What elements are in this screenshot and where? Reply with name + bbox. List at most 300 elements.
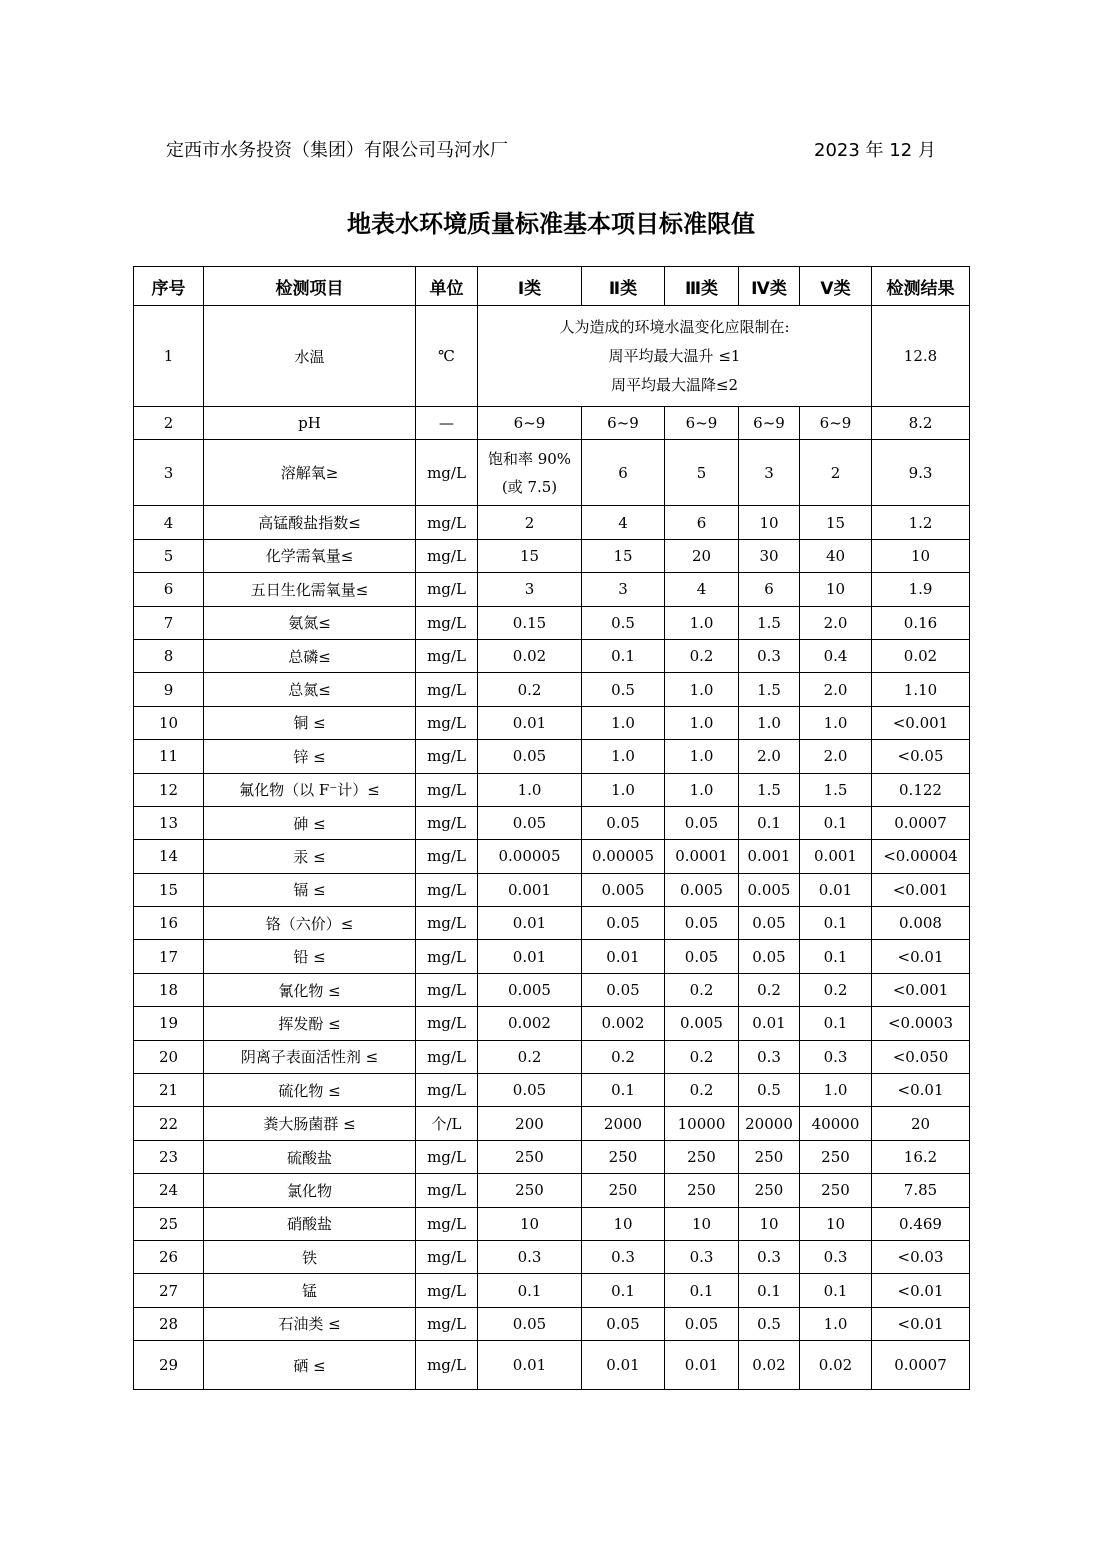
cell-class-5: 1.5 bbox=[800, 773, 872, 806]
cell-class-4: 0.01 bbox=[739, 1007, 800, 1040]
cell-result: <0.01 bbox=[872, 940, 970, 973]
col-header-class-3: Ⅲ类 bbox=[665, 267, 739, 306]
cell-unit: mg/L bbox=[416, 706, 478, 739]
table-row bbox=[134, 1274, 970, 1307]
cell-no: 9 bbox=[134, 673, 204, 706]
cell-class-2: 0.05 bbox=[582, 1307, 665, 1340]
cell-unit: mg/L bbox=[416, 806, 478, 839]
cell-no: 4 bbox=[134, 506, 204, 539]
cell-class-4: 0.1 bbox=[739, 806, 800, 839]
table-row bbox=[134, 740, 970, 773]
cell-item: 砷 ≤ bbox=[204, 806, 416, 839]
cell-class-1: 0.05 bbox=[478, 806, 582, 839]
cell-item: 粪大肠菌群 ≤ bbox=[204, 1107, 416, 1140]
cell-result: 1.10 bbox=[872, 673, 970, 706]
cell-no: 3 bbox=[134, 440, 204, 506]
cell-class-1: 3 bbox=[478, 573, 582, 606]
cell-result: 10 bbox=[872, 539, 970, 572]
cell-class-5: 40000 bbox=[800, 1107, 872, 1140]
col-header-result: 检测结果 bbox=[872, 267, 970, 306]
note-line: 周平均最大温升 ≤1 bbox=[608, 346, 741, 365]
cell-item: 阴离子表面活性剂 ≤ bbox=[204, 1040, 416, 1073]
cell-class-2: 2000 bbox=[582, 1107, 665, 1140]
cell-class-3: 0.3 bbox=[665, 1240, 739, 1273]
cell-result: <0.0003 bbox=[872, 1007, 970, 1040]
cell-unit: mg/L bbox=[416, 1174, 478, 1207]
cell-class-5: 0.4 bbox=[800, 639, 872, 672]
cell-unit: mg/L bbox=[416, 1240, 478, 1273]
cell-result: 12.8 bbox=[872, 306, 970, 407]
cell-class-2: 6~9 bbox=[582, 407, 665, 440]
table-row bbox=[134, 1074, 970, 1107]
cell-class-5: 2.0 bbox=[800, 606, 872, 639]
cell-unit: mg/L bbox=[416, 639, 478, 672]
cell-class-3: 5 bbox=[665, 440, 739, 506]
cell-item: 氰化物 ≤ bbox=[204, 973, 416, 1006]
table-row bbox=[134, 639, 970, 672]
cell-class-1: 0.00005 bbox=[478, 840, 582, 873]
table-body-rest bbox=[134, 506, 970, 1390]
cell-class-1: 0.005 bbox=[478, 973, 582, 1006]
cell-unit: mg/L bbox=[416, 1341, 478, 1390]
table-row bbox=[134, 1240, 970, 1273]
col-header-no: 序号 bbox=[134, 267, 204, 306]
col-header-class-5: Ⅴ类 bbox=[800, 267, 872, 306]
cell-item: 硫化物 ≤ bbox=[204, 1074, 416, 1107]
cell-class-5: 1.0 bbox=[800, 1074, 872, 1107]
cell-class-5: 0.001 bbox=[800, 840, 872, 873]
cell-class-3: 6~9 bbox=[665, 407, 739, 440]
table-row bbox=[134, 1140, 970, 1173]
cell-class-1: 200 bbox=[478, 1107, 582, 1140]
table-row bbox=[134, 306, 970, 407]
cell-class-3: 0.2 bbox=[665, 1074, 739, 1107]
cell-unit: mg/L bbox=[416, 840, 478, 873]
cell-class-1: 0.1 bbox=[478, 1274, 582, 1307]
cell-class-2: 1.0 bbox=[582, 706, 665, 739]
cell-class-3: 0.05 bbox=[665, 907, 739, 940]
cell-item: 石油类 ≤ bbox=[204, 1307, 416, 1340]
cell-class-4: 1.5 bbox=[739, 606, 800, 639]
table-row bbox=[134, 1007, 970, 1040]
cell-unit: mg/L bbox=[416, 973, 478, 1006]
cell-class-1: 0.15 bbox=[478, 606, 582, 639]
oxy-line: (或 7.5) bbox=[501, 477, 558, 496]
cell-class-2: 0.05 bbox=[582, 973, 665, 1006]
cell-class-3: 4 bbox=[665, 573, 739, 606]
cell-item: 氯化物 bbox=[204, 1174, 416, 1207]
cell-unit: mg/L bbox=[416, 773, 478, 806]
table-row bbox=[134, 606, 970, 639]
cell-class-3: 6 bbox=[665, 506, 739, 539]
cell-class-1: 0.001 bbox=[478, 873, 582, 906]
cell-item: 铬（六价）≤ bbox=[204, 907, 416, 940]
cell-class-1: 6~9 bbox=[478, 407, 582, 440]
document-title: 地表水环境质量标准基本项目标准限值 bbox=[347, 210, 755, 238]
cell-class-1 bbox=[478, 440, 582, 506]
cell-item: 水温 bbox=[204, 306, 416, 407]
cell-unit: mg/L bbox=[416, 539, 478, 572]
table-row bbox=[134, 1307, 970, 1340]
cell-class-2: 6 bbox=[582, 440, 665, 506]
cell-no: 28 bbox=[134, 1307, 204, 1340]
cell-class-2: 0.1 bbox=[582, 639, 665, 672]
cell-class-1: 0.01 bbox=[478, 940, 582, 973]
cell-class-4: 0.005 bbox=[739, 873, 800, 906]
table-row bbox=[134, 806, 970, 839]
table-row bbox=[134, 840, 970, 873]
cell-class-5: 0.1 bbox=[800, 907, 872, 940]
cell-no: 26 bbox=[134, 1240, 204, 1273]
cell-class-3: 0.2 bbox=[665, 639, 739, 672]
table-row bbox=[134, 506, 970, 539]
cell-unit: mg/L bbox=[416, 907, 478, 940]
col-header-class-2: Ⅱ类 bbox=[582, 267, 665, 306]
cell-class-2: 0.5 bbox=[582, 606, 665, 639]
cell-item: 氨氮≤ bbox=[204, 606, 416, 639]
table-row bbox=[134, 1174, 970, 1207]
cell-class-5: 10 bbox=[800, 1207, 872, 1240]
cell-no: 12 bbox=[134, 773, 204, 806]
cell-class-1: 10 bbox=[478, 1207, 582, 1240]
cell-class-3: 250 bbox=[665, 1140, 739, 1173]
cell-class-4: 0.3 bbox=[739, 1040, 800, 1073]
cell-item: 挥发酚 ≤ bbox=[204, 1007, 416, 1040]
cell-no: 1 bbox=[134, 306, 204, 407]
cell-class-3: 1.0 bbox=[665, 673, 739, 706]
cell-unit: mg/L bbox=[416, 740, 478, 773]
cell-class-3: 0.2 bbox=[665, 1040, 739, 1073]
cell-class-4: 1.5 bbox=[739, 673, 800, 706]
cell-class-5: 0.1 bbox=[800, 940, 872, 973]
cell-class-5: 0.3 bbox=[800, 1040, 872, 1073]
cell-class-2: 0.1 bbox=[582, 1274, 665, 1307]
cell-class-4: 0.5 bbox=[739, 1074, 800, 1107]
cell-class-2: 0.002 bbox=[582, 1007, 665, 1040]
cell-class-2: 0.1 bbox=[582, 1074, 665, 1107]
cell-class-5: 15 bbox=[800, 506, 872, 539]
cell-class-1: 0.05 bbox=[478, 1074, 582, 1107]
cell-class-4: 30 bbox=[739, 539, 800, 572]
cell-class-1: 0.05 bbox=[478, 1307, 582, 1340]
cell-class-5: 0.1 bbox=[800, 1007, 872, 1040]
cell-class-4: 250 bbox=[739, 1174, 800, 1207]
cell-class-1: 0.002 bbox=[478, 1007, 582, 1040]
cell-class-1: 2 bbox=[478, 506, 582, 539]
cell-class-5: 250 bbox=[800, 1174, 872, 1207]
cell-unit: mg/L bbox=[416, 1074, 478, 1107]
cell-class-3: 0.2 bbox=[665, 973, 739, 1006]
cell-class-2: 4 bbox=[582, 506, 665, 539]
cell-no: 19 bbox=[134, 1007, 204, 1040]
cell-item: 总磷≤ bbox=[204, 639, 416, 672]
cell-class-4: 0.05 bbox=[739, 907, 800, 940]
table-row bbox=[134, 1107, 970, 1140]
cell-class-5: 1.0 bbox=[800, 706, 872, 739]
cell-class-4: 0.5 bbox=[739, 1307, 800, 1340]
cell-no: 29 bbox=[134, 1341, 204, 1390]
table-row bbox=[134, 907, 970, 940]
table-row bbox=[134, 773, 970, 806]
cell-class-5: 0.1 bbox=[800, 1274, 872, 1307]
cell-class-5: 2.0 bbox=[800, 673, 872, 706]
cell-no: 23 bbox=[134, 1140, 204, 1173]
cell-class-2: 0.01 bbox=[582, 940, 665, 973]
cell-unit: mg/L bbox=[416, 606, 478, 639]
cell-class-3: 0.05 bbox=[665, 806, 739, 839]
cell-item: 总氮≤ bbox=[204, 673, 416, 706]
cell-unit: mg/L bbox=[416, 1274, 478, 1307]
cell-class-3: 0.005 bbox=[665, 1007, 739, 1040]
standards-table bbox=[133, 266, 970, 1390]
cell-class-4: 0.3 bbox=[739, 639, 800, 672]
cell-unit: mg/L bbox=[416, 506, 478, 539]
cell-class-5: 0.1 bbox=[800, 806, 872, 839]
col-header-class-1: Ⅰ类 bbox=[478, 267, 582, 306]
cell-no: 18 bbox=[134, 973, 204, 1006]
cell-class-1: 15 bbox=[478, 539, 582, 572]
cell-class-2: 0.005 bbox=[582, 873, 665, 906]
cell-no: 7 bbox=[134, 606, 204, 639]
cell-item: 锰 bbox=[204, 1274, 416, 1307]
cell-class-3: 0.0001 bbox=[665, 840, 739, 873]
cell-class-4: 6~9 bbox=[739, 407, 800, 440]
cell-result: 0.0007 bbox=[872, 806, 970, 839]
cell-item: 高锰酸盐指数≤ bbox=[204, 506, 416, 539]
cell-class-4: 0.1 bbox=[739, 1274, 800, 1307]
table-row bbox=[134, 573, 970, 606]
cell-unit: 个/L bbox=[416, 1107, 478, 1140]
cell-class-1: 0.02 bbox=[478, 639, 582, 672]
cell-result: 0.469 bbox=[872, 1207, 970, 1240]
note-line: 周平均最大温降≤2 bbox=[610, 375, 739, 394]
cell-unit: — bbox=[416, 407, 478, 440]
cell-class-2: 0.01 bbox=[582, 1341, 665, 1390]
cell-item: 硫酸盐 bbox=[204, 1140, 416, 1173]
table-row bbox=[134, 940, 970, 973]
cell-result: <0.050 bbox=[872, 1040, 970, 1073]
cell-item: 氟化物（以 F⁻计）≤ bbox=[204, 773, 416, 806]
cell-class-3: 0.05 bbox=[665, 940, 739, 973]
cell-item: 溶解氧≥ bbox=[204, 440, 416, 506]
cell-class-4: 250 bbox=[739, 1140, 800, 1173]
table-row bbox=[134, 973, 970, 1006]
cell-unit: ℃ bbox=[416, 306, 478, 407]
cell-class-3: 1.0 bbox=[665, 740, 739, 773]
cell-class-3: 0.1 bbox=[665, 1274, 739, 1307]
cell-no: 5 bbox=[134, 539, 204, 572]
cell-class-2: 250 bbox=[582, 1140, 665, 1173]
col-header-class-4: Ⅳ类 bbox=[739, 267, 800, 306]
cell-item: 汞 ≤ bbox=[204, 840, 416, 873]
cell-class-3: 20 bbox=[665, 539, 739, 572]
cell-class-5: 40 bbox=[800, 539, 872, 572]
cell-item: 硝酸盐 bbox=[204, 1207, 416, 1240]
cell-class-4: 1.0 bbox=[739, 706, 800, 739]
cell-no: 20 bbox=[134, 1040, 204, 1073]
cell-result: <0.00004 bbox=[872, 840, 970, 873]
cell-class-5: 0.01 bbox=[800, 873, 872, 906]
cell-result: 16.2 bbox=[872, 1140, 970, 1173]
cell-class-5: 0.02 bbox=[800, 1341, 872, 1390]
table-row bbox=[134, 1040, 970, 1073]
cell-class-3: 10000 bbox=[665, 1107, 739, 1140]
cell-unit: mg/L bbox=[416, 1040, 478, 1073]
col-header-item: 检测项目 bbox=[204, 267, 416, 306]
cell-class-5: 0.2 bbox=[800, 973, 872, 1006]
cell-no: 16 bbox=[134, 907, 204, 940]
cell-item: 铅 ≤ bbox=[204, 940, 416, 973]
cell-class-3: 250 bbox=[665, 1174, 739, 1207]
cell-item: pH bbox=[204, 407, 416, 440]
cell-unit: mg/L bbox=[416, 440, 478, 506]
cell-result: <0.001 bbox=[872, 973, 970, 1006]
cell-class-2: 10 bbox=[582, 1207, 665, 1240]
cell-class-3: 0.05 bbox=[665, 1307, 739, 1340]
cell-class-2: 250 bbox=[582, 1174, 665, 1207]
table-row bbox=[134, 539, 970, 572]
cell-item: 铜 ≤ bbox=[204, 706, 416, 739]
cell-no: 10 bbox=[134, 706, 204, 739]
cell-class-4: 3 bbox=[739, 440, 800, 506]
cell-class-1: 0.01 bbox=[478, 907, 582, 940]
cell-unit: mg/L bbox=[416, 940, 478, 973]
cell-class-5: 1.0 bbox=[800, 1307, 872, 1340]
table-row bbox=[134, 673, 970, 706]
cell-class-1: 0.2 bbox=[478, 1040, 582, 1073]
cell-item: 化学需氧量≤ bbox=[204, 539, 416, 572]
cell-no: 24 bbox=[134, 1174, 204, 1207]
cell-result: 0.0007 bbox=[872, 1341, 970, 1390]
cell-no: 27 bbox=[134, 1274, 204, 1307]
cell-result: 0.16 bbox=[872, 606, 970, 639]
cell-item: 锌 ≤ bbox=[204, 740, 416, 773]
cell-result: <0.01 bbox=[872, 1274, 970, 1307]
cell-no: 17 bbox=[134, 940, 204, 973]
cell-class-2: 0.5 bbox=[582, 673, 665, 706]
water-temp-note bbox=[478, 306, 872, 407]
cell-class-4: 0.02 bbox=[739, 1341, 800, 1390]
cell-result: 20 bbox=[872, 1107, 970, 1140]
cell-item: 五日生化需氧量≤ bbox=[204, 573, 416, 606]
cell-class-2: 15 bbox=[582, 539, 665, 572]
cell-no: 13 bbox=[134, 806, 204, 839]
cell-no: 25 bbox=[134, 1207, 204, 1240]
cell-no: 8 bbox=[134, 639, 204, 672]
cell-class-5: 250 bbox=[800, 1140, 872, 1173]
cell-class-3: 10 bbox=[665, 1207, 739, 1240]
cell-result: 1.2 bbox=[872, 506, 970, 539]
note-line: 人为造成的环境水温变化应限制在: bbox=[559, 317, 790, 336]
cell-class-4: 0.05 bbox=[739, 940, 800, 973]
cell-result: 8.2 bbox=[872, 407, 970, 440]
cell-item: 镉 ≤ bbox=[204, 873, 416, 906]
cell-class-5: 2.0 bbox=[800, 740, 872, 773]
cell-class-2: 0.3 bbox=[582, 1240, 665, 1273]
cell-class-4: 10 bbox=[739, 506, 800, 539]
cell-no: 6 bbox=[134, 573, 204, 606]
cell-class-1: 0.05 bbox=[478, 740, 582, 773]
cell-class-5: 0.3 bbox=[800, 1240, 872, 1273]
cell-result: <0.05 bbox=[872, 740, 970, 773]
cell-class-4: 20000 bbox=[739, 1107, 800, 1140]
cell-class-1: 0.3 bbox=[478, 1240, 582, 1273]
cell-class-3: 1.0 bbox=[665, 773, 739, 806]
cell-unit: mg/L bbox=[416, 1140, 478, 1173]
cell-class-4: 0.001 bbox=[739, 840, 800, 873]
cell-result: <0.01 bbox=[872, 1307, 970, 1340]
cell-class-2: 0.2 bbox=[582, 1040, 665, 1073]
cell-class-4: 0.3 bbox=[739, 1240, 800, 1273]
cell-result: 1.9 bbox=[872, 573, 970, 606]
cell-class-3: 0.01 bbox=[665, 1341, 739, 1390]
cell-class-3: 1.0 bbox=[665, 606, 739, 639]
table-row bbox=[134, 1207, 970, 1240]
cell-result: <0.001 bbox=[872, 873, 970, 906]
cell-no: 14 bbox=[134, 840, 204, 873]
cell-class-5: 2 bbox=[800, 440, 872, 506]
table-row bbox=[134, 1341, 970, 1390]
oxy-line: 饱和率 90% bbox=[487, 449, 572, 468]
cell-class-1: 1.0 bbox=[478, 773, 582, 806]
cell-class-1: 250 bbox=[478, 1174, 582, 1207]
cell-result: 0.008 bbox=[872, 907, 970, 940]
cell-unit: mg/L bbox=[416, 673, 478, 706]
cell-class-2: 0.05 bbox=[582, 907, 665, 940]
cell-class-1: 0.2 bbox=[478, 673, 582, 706]
cell-unit: mg/L bbox=[416, 1007, 478, 1040]
cell-class-5: 10 bbox=[800, 573, 872, 606]
cell-result: 0.02 bbox=[872, 639, 970, 672]
cell-result: 9.3 bbox=[872, 440, 970, 506]
cell-class-4: 10 bbox=[739, 1207, 800, 1240]
table-row bbox=[134, 706, 970, 739]
table-row bbox=[134, 440, 970, 506]
cell-class-4: 1.5 bbox=[739, 773, 800, 806]
cell-result: 0.122 bbox=[872, 773, 970, 806]
cell-no: 22 bbox=[134, 1107, 204, 1140]
cell-class-3: 0.005 bbox=[665, 873, 739, 906]
cell-result: <0.03 bbox=[872, 1240, 970, 1273]
cell-class-2: 3 bbox=[582, 573, 665, 606]
cell-no: 15 bbox=[134, 873, 204, 906]
cell-unit: mg/L bbox=[416, 573, 478, 606]
cell-class-1: 0.01 bbox=[478, 706, 582, 739]
cell-result: 7.85 bbox=[872, 1174, 970, 1207]
cell-unit: mg/L bbox=[416, 1207, 478, 1240]
cell-class-2: 0.00005 bbox=[582, 840, 665, 873]
company-name: 定西市水务投资（集团）有限公司马河水厂 bbox=[166, 140, 508, 161]
cell-no: 11 bbox=[134, 740, 204, 773]
cell-class-4: 2.0 bbox=[739, 740, 800, 773]
cell-item: 硒 ≤ bbox=[204, 1341, 416, 1390]
cell-class-1: 0.01 bbox=[478, 1341, 582, 1390]
cell-class-5: 6~9 bbox=[800, 407, 872, 440]
table-row bbox=[134, 407, 970, 440]
cell-class-4: 0.2 bbox=[739, 973, 800, 1006]
cell-class-4: 6 bbox=[739, 573, 800, 606]
cell-unit: mg/L bbox=[416, 1307, 478, 1340]
cell-no: 21 bbox=[134, 1074, 204, 1107]
col-header-unit: 单位 bbox=[416, 267, 478, 306]
cell-class-3: 1.0 bbox=[665, 706, 739, 739]
cell-no: 2 bbox=[134, 407, 204, 440]
cell-class-1: 250 bbox=[478, 1140, 582, 1173]
table-header-row bbox=[134, 267, 970, 306]
cell-class-2: 1.0 bbox=[582, 773, 665, 806]
cell-result: <0.01 bbox=[872, 1074, 970, 1107]
cell-unit: mg/L bbox=[416, 873, 478, 906]
